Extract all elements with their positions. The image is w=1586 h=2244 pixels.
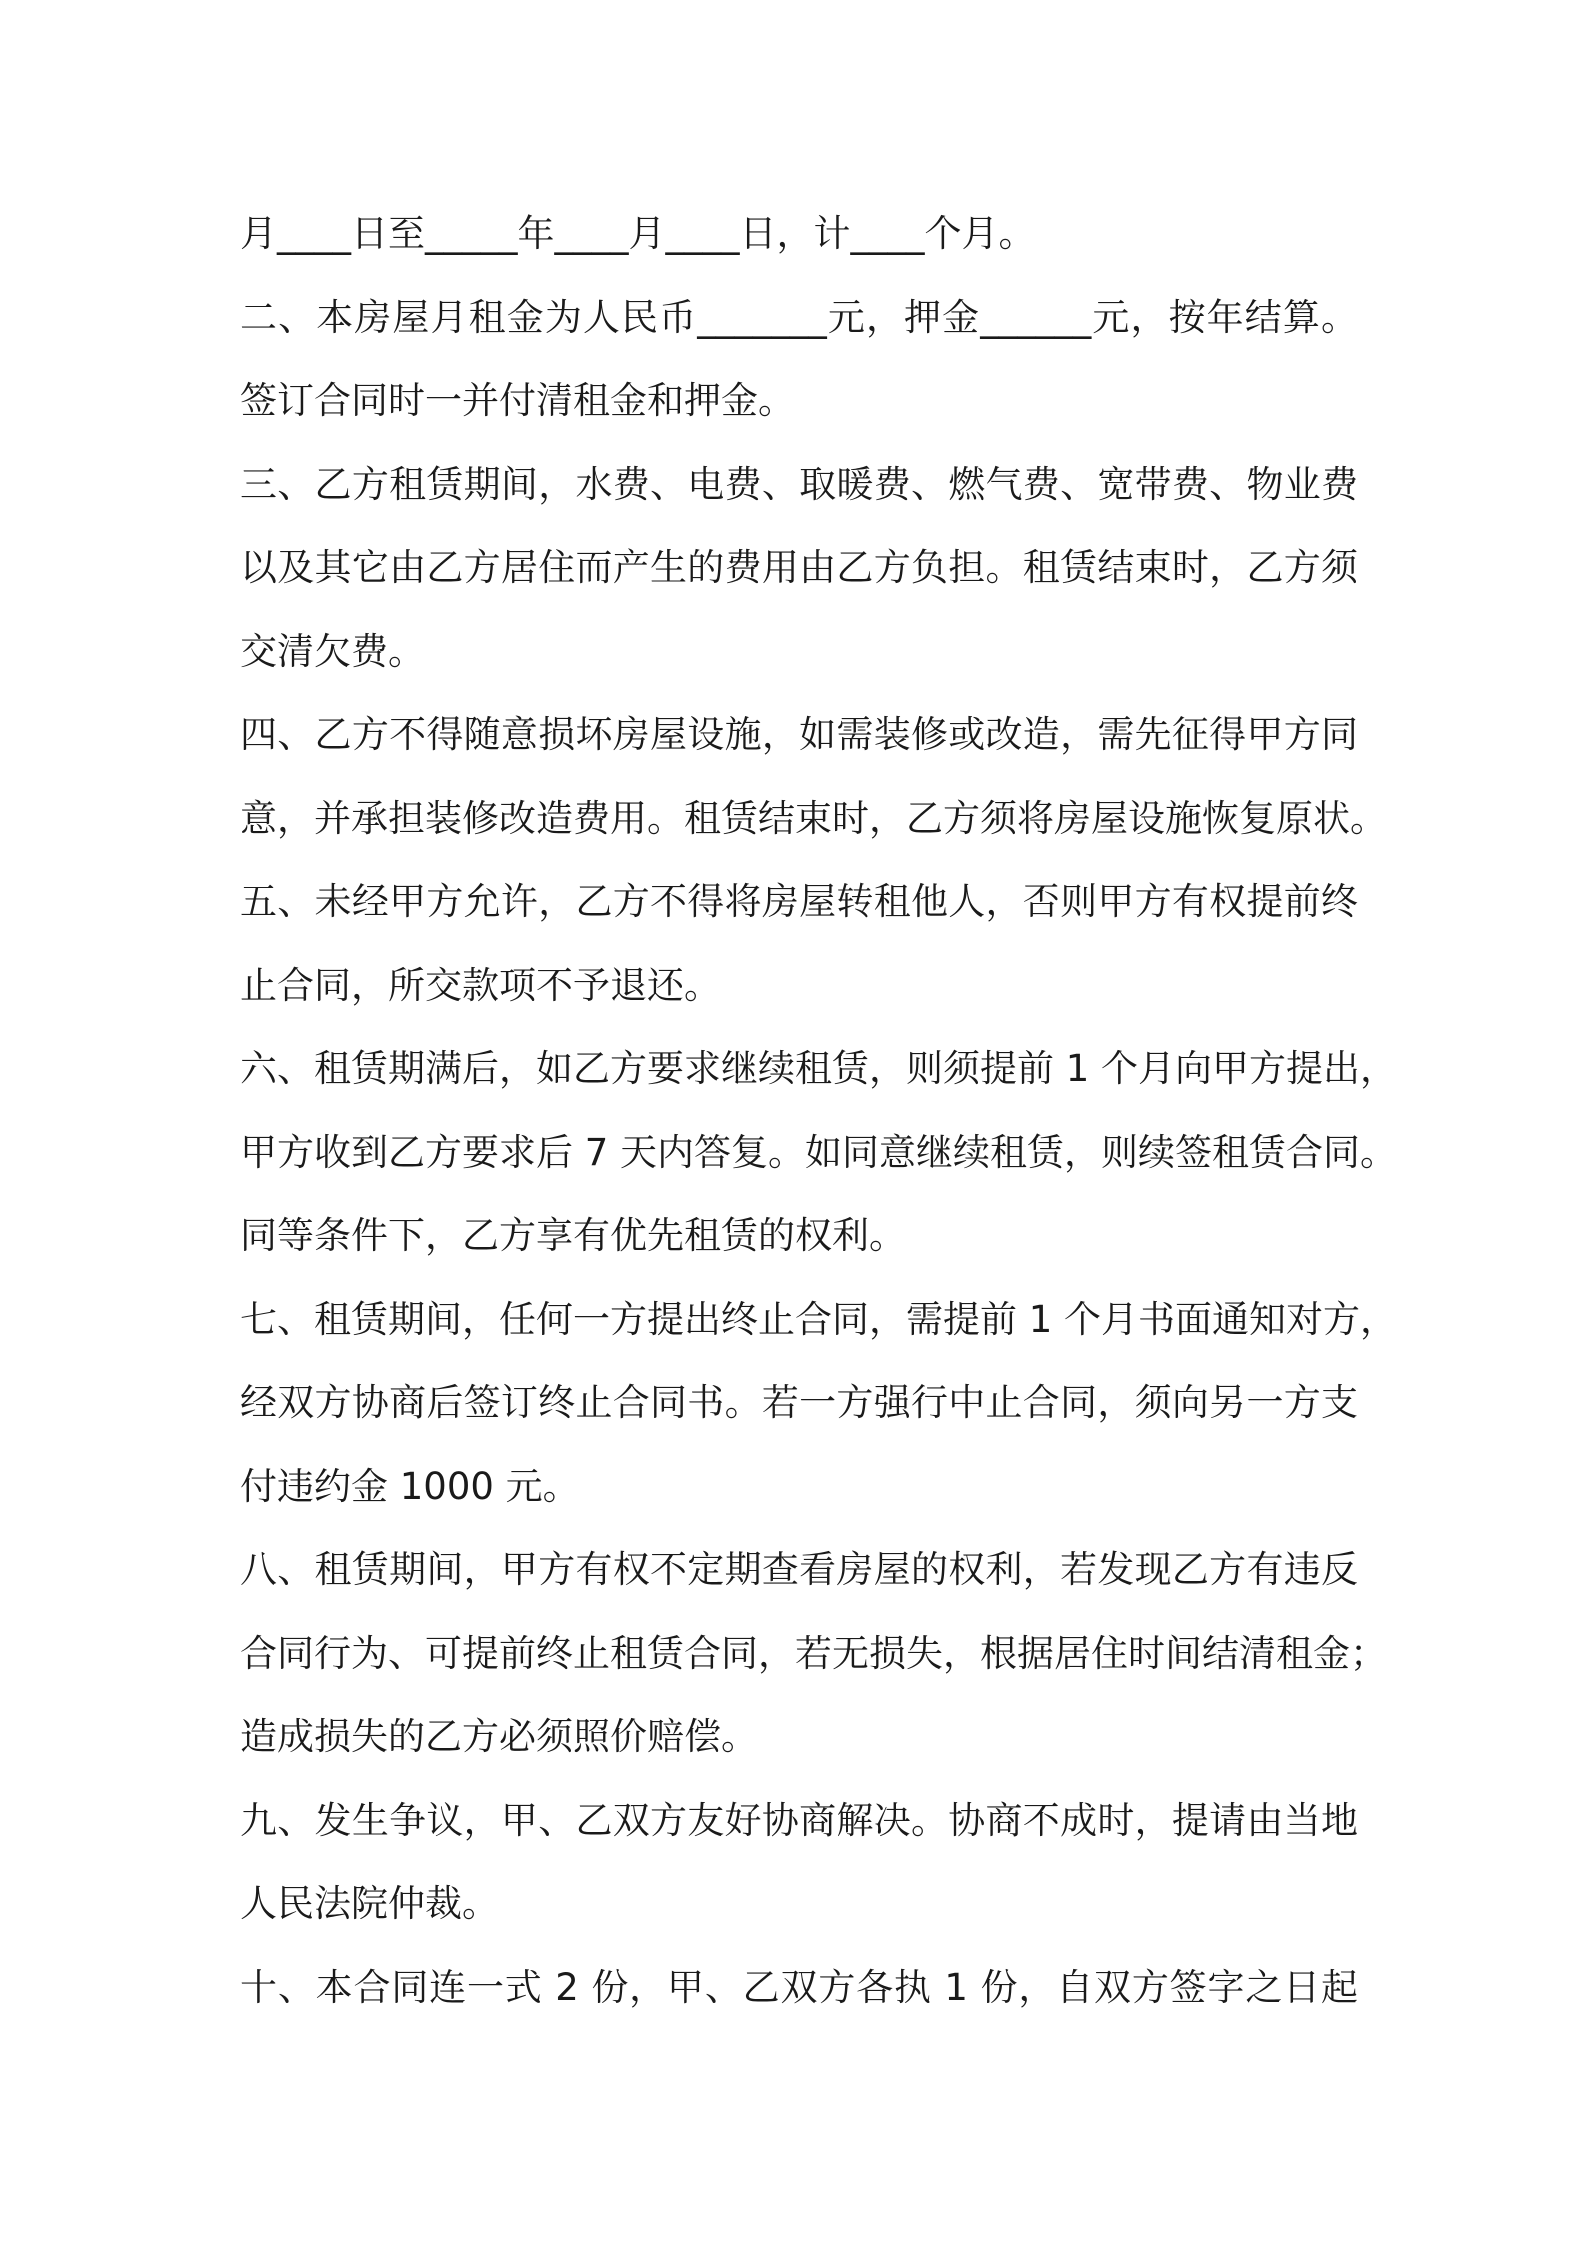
text-line	[240, 1445, 1360, 1529]
line-text: 十、本合同连一式 2 份，甲、乙双方各执 1 份，自双方签字之日起	[240, 1965, 1358, 2009]
text-line	[240, 693, 1360, 777]
line-text: 交清欠费。	[240, 629, 425, 673]
text-line	[240, 1361, 1360, 1445]
text-line	[240, 944, 1360, 1028]
line-text: 止合同，所交款项不予退还。	[240, 963, 721, 1007]
text-line	[240, 1278, 1398, 1362]
text-line	[240, 359, 1360, 443]
line-text: 合同行为、可提前终止租赁合同，若无损失，根据居住时间结清租金；	[240, 1631, 1387, 1675]
text-line	[240, 526, 1360, 610]
line-text: 五、未经甲方允许，乙方不得将房屋转租他人，否则甲方有权提前终	[240, 880, 1358, 923]
text-line	[240, 1194, 1360, 1278]
line-text: 七、租赁期间，任何一方提出终止合同，需提前 1 个月书面通知对方，	[240, 1297, 1398, 1341]
text-line	[240, 860, 1360, 944]
text-line	[240, 1779, 1360, 1863]
line-text: 九、发生争议，甲、乙双方友好协商解决。协商不成时，提请由当地	[240, 1798, 1358, 1842]
text-line	[240, 1862, 1360, 1946]
line-text: 造成损失的乙方必须照价赔偿。	[240, 1715, 758, 1758]
text-line	[240, 192, 1360, 276]
line-text: 月____日至_____年____月____日，计____个月。	[240, 212, 1036, 255]
text-line	[240, 1027, 1398, 1111]
line-text: 经双方协商后签订终止合同书。若一方强行中止合同，须向另一方支	[240, 1381, 1358, 1424]
line-text: 付违约金 1000 元。	[240, 1464, 580, 1508]
line-text: 签订合同时一并付清租金和押金。	[240, 379, 795, 422]
text-line	[240, 276, 1360, 360]
line-text: 甲方收到乙方要求后 7 天内答复。如同意继续租赁，则续签租赁合同。	[240, 1130, 1398, 1174]
line-text: 人民法院仲裁。	[240, 1882, 499, 1925]
line-text: 六、租赁期满后，如乙方要求继续租赁，则须提前 1 个月向甲方提出，	[240, 1047, 1398, 1090]
line-text: 二、本房屋月租金为人民币_______元，押金______元，按年结算。	[240, 295, 1358, 339]
text-line	[240, 777, 1387, 861]
text-line	[240, 1695, 1360, 1779]
line-text: 八、租赁期间，甲方有权不定期查看房屋的权利，若发现乙方有违反	[240, 1548, 1358, 1591]
text-line	[240, 443, 1360, 527]
text-line	[240, 610, 1360, 694]
line-text: 意，并承担装修改造费用。租赁结束时，乙方须将房屋设施恢复原状。	[240, 796, 1387, 840]
line-text: 同等条件下，乙方享有优先租赁的权利。	[240, 1214, 906, 1257]
text-line	[240, 1612, 1387, 1696]
contract-text-body	[240, 192, 1398, 2029]
text-line	[240, 1111, 1398, 1195]
text-line	[240, 1528, 1360, 1612]
line-text: 三、乙方租赁期间，水费、电费、取暖费、燃气费、宽带费、物业费	[240, 462, 1358, 506]
text-line	[240, 1946, 1360, 2030]
line-text: 以及其它由乙方居住而产生的费用由乙方负担。租赁结束时，乙方须	[240, 546, 1358, 589]
line-text: 四、乙方不得随意损坏房屋设施，如需装修或改造，需先征得甲方同	[240, 713, 1358, 756]
